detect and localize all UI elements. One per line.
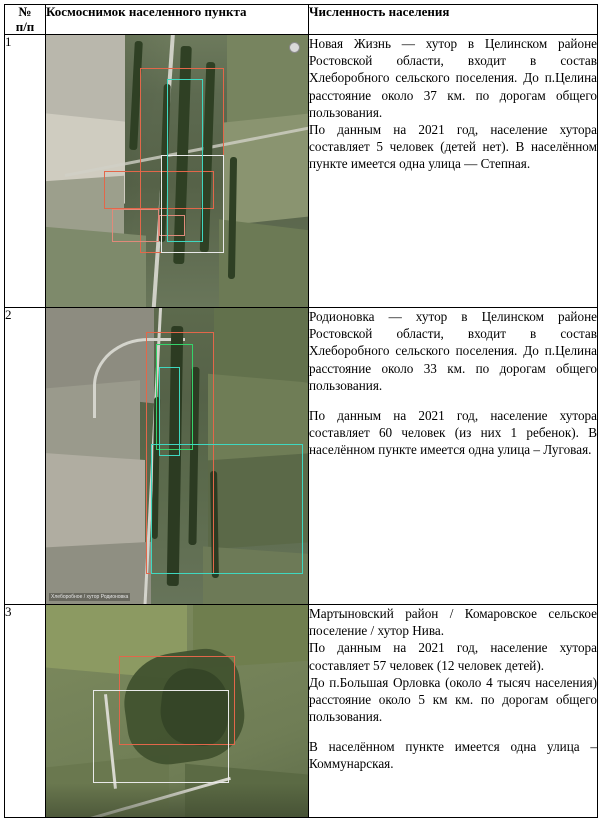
annotation-box-cyan (159, 367, 180, 456)
table-header-row (5, 5, 598, 35)
population-paragraph: По данным на 2021 год, население хутора составляет 60 человек (из них 1 ребенок). В населённом пункте имеется одна улица – Луговая. (309, 407, 597, 458)
row-satellite-image-cell (46, 308, 309, 605)
annotation-box-cyan (167, 79, 204, 242)
header-cell-population: Численность населения (309, 5, 598, 35)
row-population-text-cell (309, 35, 598, 308)
table-row (5, 605, 598, 818)
population-paragraph: В населённом пункте имеется одна улица – Коммунарская. (309, 739, 597, 772)
settlements-table (4, 4, 598, 818)
population-paragraph: Новая Жизнь — хутор в Целинском районе Ростовской области, входит в состав Хлеборобного сельского поселения. До п.Целина расстояние около 37 км. по дорогам общего пользования. (309, 36, 597, 120)
population-paragraph: По данным на 2021 год, население хутора составляет 57 человек (12 человек детей). (309, 640, 597, 673)
row-number: 1 (5, 35, 46, 308)
population-paragraph: По данным на 2021 год, население хутора составляет 5 человек (детей нет). В населённом пункте имеется одна улица — Степная. (309, 121, 597, 172)
header-cell-number (5, 5, 46, 35)
image-vignette (46, 783, 308, 817)
row-population-text-cell (309, 308, 598, 605)
satellite-image-rodionovka (46, 308, 308, 604)
row-satellite-image-cell (46, 605, 309, 818)
satellite-image-novaya-zhizn (46, 35, 308, 307)
table-body (5, 35, 598, 818)
header-number-line1: № (18, 4, 32, 19)
map-credit-label: Хлеборобное / хутор Родионовка (51, 594, 129, 601)
annotation-box-pink (112, 209, 159, 242)
header-number-line2: п/п (15, 18, 35, 34)
population-paragraph: Родионовка — хутор в Целинском районе Ростовской области, входит в состав Хлеборобного сельского поселения. До п.Целина расстояние около 33 км. по дорогам общего пользования. (309, 309, 597, 393)
table-row (5, 35, 598, 308)
population-paragraph: До п.Большая Орловка (около 4 тысяч населения) расстояние около 5 км км. по дорогам общего пользования. (309, 674, 597, 725)
row-number: 3 (5, 605, 46, 818)
header-cell-image: Космоснимок населенного пункта (46, 5, 309, 35)
table-row (5, 308, 598, 605)
annotation-box-white (93, 690, 229, 783)
table-header (5, 5, 598, 35)
annotation-box-cyan (151, 444, 303, 574)
row-satellite-image-cell (46, 35, 309, 308)
satellite-image-niva (46, 605, 308, 817)
row-population-text-cell (309, 605, 598, 818)
population-paragraph: Мартыновский район / Комаровское сельское поселение / хутор Нива. (309, 606, 597, 639)
row-number: 2 (5, 308, 46, 605)
